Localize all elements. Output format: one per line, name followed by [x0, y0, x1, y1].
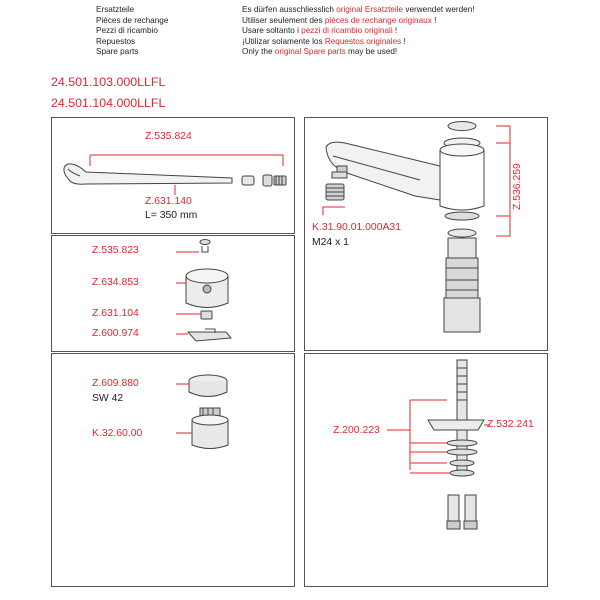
label-mount-set: Z.200.223	[333, 425, 380, 436]
label-spout-vertical: Z.536.259	[512, 163, 523, 210]
article-number-1: 24.501.103.000LLFL	[51, 75, 166, 89]
label-cartridge: K.32.60.00	[92, 428, 143, 439]
lever-rod-drawing	[64, 164, 286, 186]
cartridge-drawing	[189, 375, 228, 449]
label-lever-length: L= 350 mm	[145, 210, 198, 221]
label-lever-part: Z.535.824	[145, 131, 192, 142]
notice-es: ¡Utilizar solamente los Requestos originales !	[242, 36, 406, 46]
label-handle-part-3: Z.631.104	[92, 308, 139, 319]
header-lang-fr: Pièces de rechange	[96, 15, 169, 25]
header-lang-de: Ersatzteile	[96, 5, 135, 14]
notice-en: Only the original Spare parts may be used!	[242, 47, 398, 57]
label-lever-bushing: Z.631.140	[145, 196, 192, 207]
label-aerator: K.31.90.01.000A31	[312, 222, 401, 233]
header-lang-es: Repuestos	[96, 36, 136, 46]
header-lang-it: Pezzi di ricambio	[96, 26, 158, 36]
article-number-2: 24.501.104.000LLFL	[51, 96, 166, 110]
label-handle-part-1: Z.535.823	[92, 245, 139, 256]
handle-drawing	[186, 240, 231, 342]
label-handle-part-2: Z.634.853	[92, 277, 139, 288]
notice-it: Usare soltanto i pezzi di ricambio originali !	[242, 26, 398, 36]
mount-leader-lines	[387, 400, 490, 473]
label-thread: M24 x 1	[312, 237, 349, 248]
header-lang-en: Spare parts	[96, 47, 139, 57]
label-mount-plate: Z.532.241	[487, 419, 534, 430]
notice-fr: Utiliser seulement des pièces de rechange originaux !	[242, 15, 437, 25]
notice-de: Es dürfen ausschliesslich original Ersatzteile verwendet werden!	[242, 5, 475, 14]
label-handle-part-4: Z.600.974	[92, 328, 139, 339]
label-sw: SW 42	[92, 393, 124, 404]
mount-drawing	[428, 360, 484, 529]
label-nut: Z.609.880	[92, 378, 139, 389]
